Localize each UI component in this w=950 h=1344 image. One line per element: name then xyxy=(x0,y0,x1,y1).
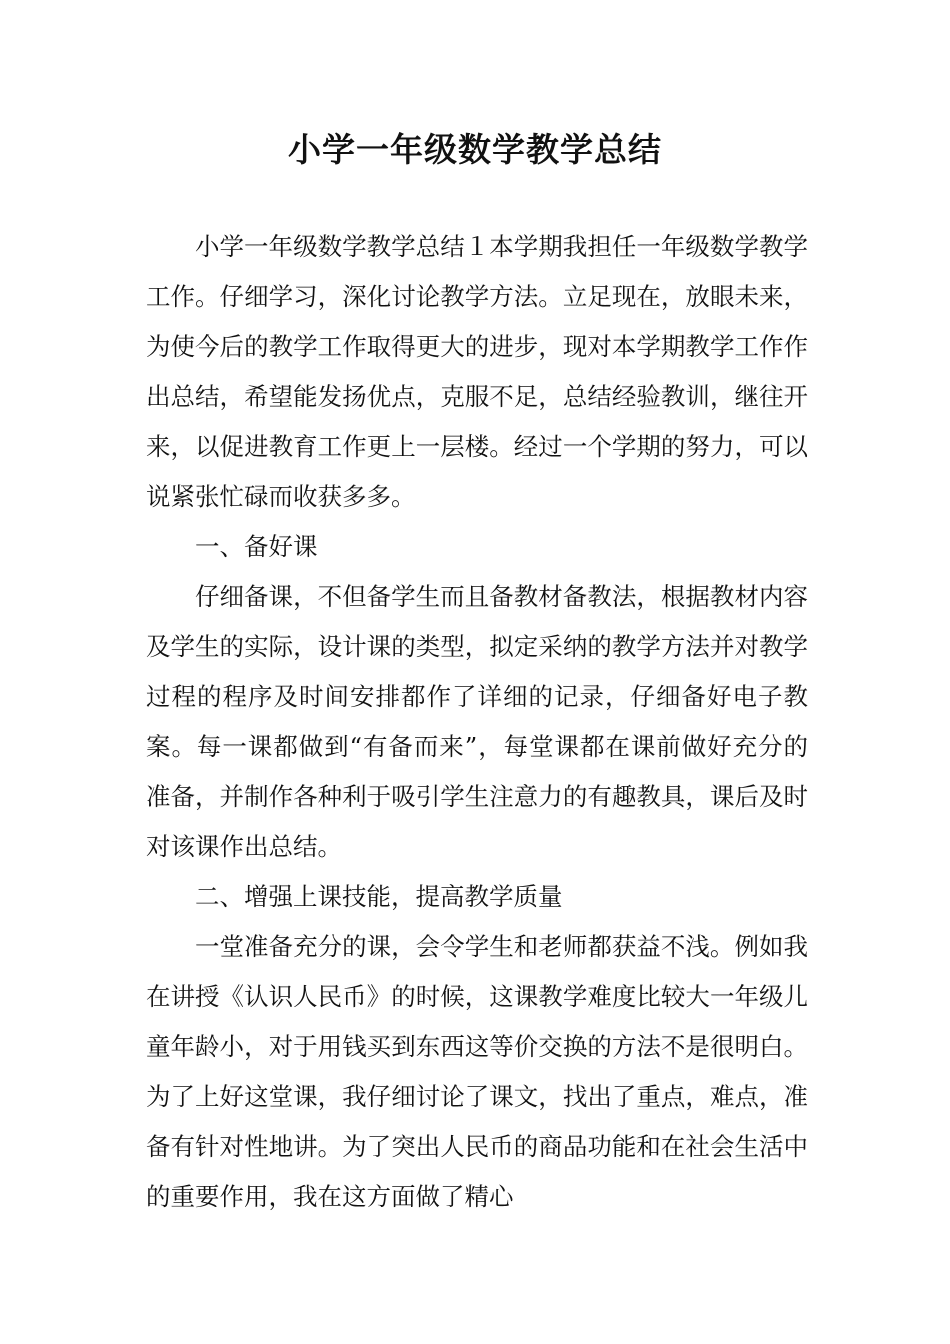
paragraph-intro: 小学一年级数学教学总结１本学期我担任一年级数学教学工作。仔细学习，深化讨论教学方法。立足现在，放眼未来，为使今后的教学工作取得更大的进步，现对本学期教学工作作出总结，希望能发扬优点，克服不足，总结经验教训，继往开来，以促进教育工作更上一层楼。经过一个学期的努力，可以说紧张忙碌而收获多多。 xyxy=(146,232,808,511)
paragraph-lesson-prep: 仔细备课，不但备学生而且备教材备教法，根据教材内容及学生的实际，设计课的类型，拟定采纳的教学方法并对教学过程的程序及时间安排都作了详细的记录，仔细备好电子教案。每一课都做到“有备而来”，每堂课都在课前做好充分的准备，并制作各种利于吸引学生注意力的有趣教具，课后及时对该课作出总结。 xyxy=(146,582,808,861)
document-body xyxy=(146,222,808,1222)
section-heading-lesson-prep: 一、备好课 xyxy=(195,532,318,561)
paragraph-teaching-skills: 一堂准备充分的课，会令学生和老师都获益不浅。例如我在讲授《认识人民币》的时候，这课教学难度比较大一年级儿童年龄小，对于用钱买到东西这等价交换的方法不是很明白。为了上好这堂课，我仔细讨论了课文，找出了重点，难点，准备有针对性地讲。为了突出人民币的商品功能和在社会生活中的重要作用，我在这方面做了精心 xyxy=(146,932,808,1211)
document-title: 小学一年级数学教学总结 xyxy=(288,130,662,169)
section-heading-teaching-skills: 二、增强上课技能，提高教学质量 xyxy=(195,882,563,911)
